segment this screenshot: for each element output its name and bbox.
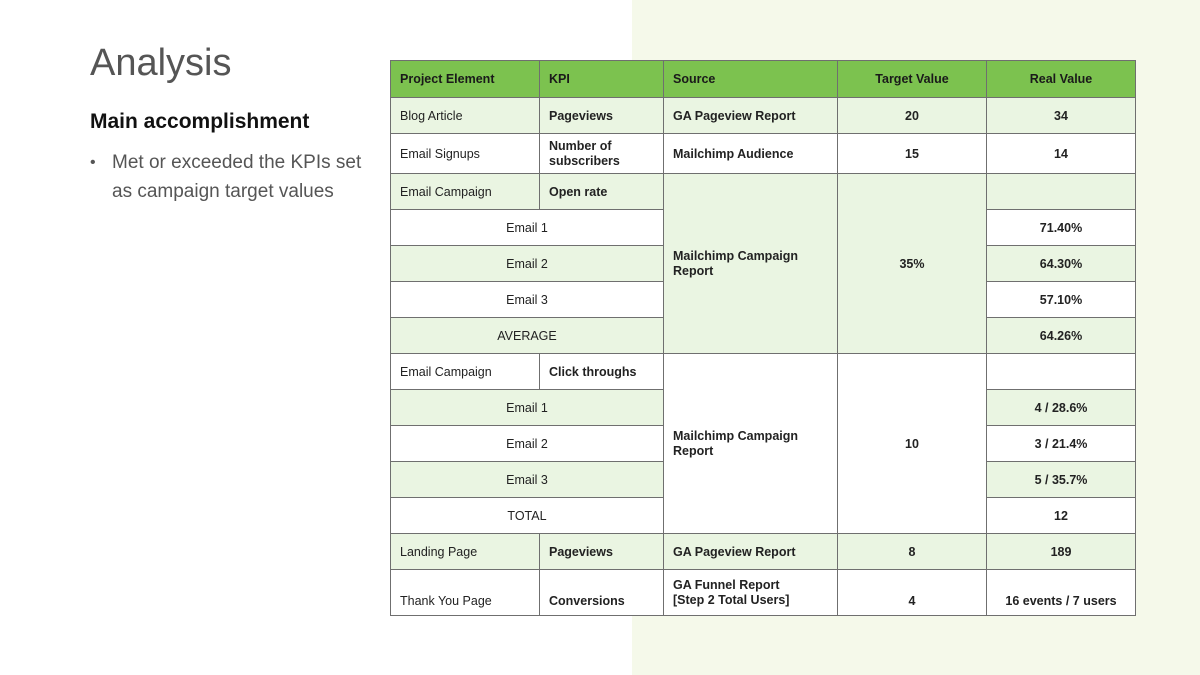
table-row <box>391 134 1136 174</box>
cell-real: 57.10% <box>987 282 1136 318</box>
cell-source-line1: Mailchimp Campaign <box>673 428 799 443</box>
slide-subtitle: Main accomplishment <box>90 110 310 133</box>
cell-average-label: AVERAGE <box>391 318 664 354</box>
cell-element: Email Signups <box>391 134 540 174</box>
cell-email-label: Email 3 <box>391 282 664 318</box>
cell-source-merged <box>664 174 838 354</box>
table-row <box>391 354 1136 390</box>
cell-real: 64.30% <box>987 246 1136 282</box>
cell-kpi: Conversions <box>540 570 664 616</box>
cell-target-merged: 10 <box>838 354 987 534</box>
cell-real: 5 / 35.7% <box>987 462 1136 498</box>
slide-title: Analysis <box>90 42 232 84</box>
cell-target: 8 <box>838 534 987 570</box>
cell-real: 12 <box>987 498 1136 534</box>
cell-source-line1: Mailchimp Campaign <box>673 248 799 263</box>
cell-source-line2: Report <box>673 263 714 278</box>
cell-target: 4 <box>838 570 987 616</box>
cell-target: 15 <box>838 134 987 174</box>
header-project-element: Project Element <box>391 61 540 98</box>
header-kpi: KPI <box>540 61 664 98</box>
cell-email-label: Email 3 <box>391 462 664 498</box>
table-row <box>391 98 1136 134</box>
bullet-text: Met or exceeded the KPIs set as campaign target values <box>112 152 362 202</box>
cell-element: Blog Article <box>391 98 540 134</box>
cell-element: Thank You Page <box>391 570 540 616</box>
cell-real: 34 <box>987 98 1136 134</box>
cell-source: GA Pageview Report <box>664 534 838 570</box>
cell-real: 71.40% <box>987 210 1136 246</box>
cell-source-line2: [Step 2 Total Users] <box>673 593 790 607</box>
cell-source-merged <box>664 354 838 534</box>
header-source: Source <box>664 61 838 98</box>
bullet-point <box>90 148 365 206</box>
cell-real: 16 events / 7 users <box>987 570 1136 616</box>
cell-real: 3 / 21.4% <box>987 426 1136 462</box>
cell-real: 4 / 28.6% <box>987 390 1136 426</box>
cell-real: 189 <box>987 534 1136 570</box>
cell-email-label: Email 1 <box>391 390 664 426</box>
cell-real <box>987 354 1136 390</box>
cell-source-line1: GA Funnel Report <box>673 578 780 592</box>
cell-kpi: Open rate <box>540 174 664 210</box>
cell-element: Email Campaign <box>391 174 540 210</box>
cell-source-line2: Report <box>673 443 714 458</box>
cell-real <box>987 174 1136 210</box>
cell-kpi-line1: Number of <box>549 138 612 153</box>
cell-real: 14 <box>987 134 1136 174</box>
cell-target: 20 <box>838 98 987 134</box>
cell-kpi: Click throughs <box>540 354 664 390</box>
bullet-dot-icon: • <box>90 154 96 171</box>
cell-kpi: Pageviews <box>540 534 664 570</box>
table-row <box>391 570 1136 616</box>
header-target-value: Target Value <box>838 61 987 98</box>
cell-total-label: TOTAL <box>391 498 664 534</box>
cell-source: GA Pageview Report <box>664 98 838 134</box>
table-row <box>391 174 1136 210</box>
cell-email-label: Email 2 <box>391 246 664 282</box>
cell-kpi <box>540 134 664 174</box>
cell-email-label: Email 2 <box>391 426 664 462</box>
table-header-row <box>391 61 1136 98</box>
kpi-table <box>390 60 1136 616</box>
cell-source <box>664 570 838 616</box>
cell-source: Mailchimp Audience <box>664 134 838 174</box>
cell-target-merged: 35% <box>838 174 987 354</box>
cell-kpi-line2: subscribers <box>549 153 620 168</box>
cell-element: Landing Page <box>391 534 540 570</box>
cell-element: Email Campaign <box>391 354 540 390</box>
cell-real: 64.26% <box>987 318 1136 354</box>
table-row <box>391 534 1136 570</box>
cell-kpi: Pageviews <box>540 98 664 134</box>
header-real-value: Real Value <box>987 61 1136 98</box>
cell-email-label: Email 1 <box>391 210 664 246</box>
